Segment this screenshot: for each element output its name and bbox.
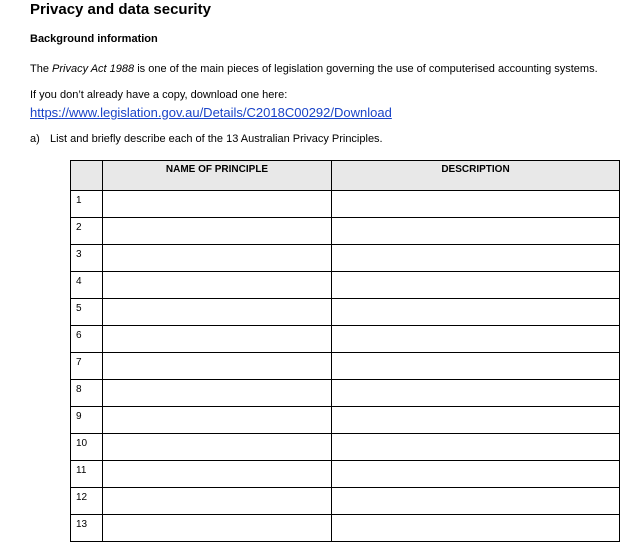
principle-description-cell[interactable]	[332, 326, 620, 353]
principle-name-cell[interactable]	[103, 218, 332, 245]
table-row	[71, 461, 620, 488]
principles-table	[70, 160, 620, 542]
table-row	[71, 515, 620, 542]
row-number: 2	[71, 218, 103, 245]
download-instruction: If you don’t already have a copy, download one here:	[30, 89, 288, 101]
table-row	[71, 299, 620, 326]
row-number: 4	[71, 272, 103, 299]
table-row	[71, 488, 620, 515]
header-description: DESCRIPTION	[332, 161, 620, 191]
principle-name-cell[interactable]	[103, 299, 332, 326]
section-subtitle: Background information	[30, 33, 158, 45]
question-text: List and briefly describe each of the 13 Australian Privacy Principles.	[50, 133, 383, 145]
principle-description-cell[interactable]	[332, 218, 620, 245]
table-row	[71, 218, 620, 245]
header-name: NAME OF PRINCIPLE	[103, 161, 332, 191]
table-row	[71, 407, 620, 434]
principle-description-cell[interactable]	[332, 515, 620, 542]
principle-description-cell[interactable]	[332, 380, 620, 407]
intro-after: is one of the main pieces of legislation governing the use of computerised accounting systems.	[134, 63, 598, 75]
principle-name-cell[interactable]	[103, 380, 332, 407]
principle-name-cell[interactable]	[103, 461, 332, 488]
table-row	[71, 191, 620, 218]
principle-name-cell[interactable]	[103, 326, 332, 353]
row-number: 9	[71, 407, 103, 434]
row-number: 10	[71, 434, 103, 461]
legislation-link[interactable]: https://www.legislation.gov.au/Details/C2018C00292/Download	[30, 105, 392, 120]
question-a	[30, 133, 383, 145]
principle-description-cell[interactable]	[332, 299, 620, 326]
principle-description-cell[interactable]	[332, 434, 620, 461]
principle-name-cell[interactable]	[103, 434, 332, 461]
table-row	[71, 326, 620, 353]
table-row	[71, 380, 620, 407]
principle-description-cell[interactable]	[332, 353, 620, 380]
row-number: 11	[71, 461, 103, 488]
principle-name-cell[interactable]	[103, 272, 332, 299]
principle-description-cell[interactable]	[332, 461, 620, 488]
question-label: a)	[30, 133, 40, 145]
row-number: 12	[71, 488, 103, 515]
principle-description-cell[interactable]	[332, 272, 620, 299]
row-number: 13	[71, 515, 103, 542]
intro-paragraph	[30, 63, 598, 75]
principle-description-cell[interactable]	[332, 407, 620, 434]
principle-description-cell[interactable]	[332, 191, 620, 218]
row-number: 8	[71, 380, 103, 407]
table-row	[71, 434, 620, 461]
row-number: 1	[71, 191, 103, 218]
row-number: 7	[71, 353, 103, 380]
principle-description-cell[interactable]	[332, 245, 620, 272]
principle-name-cell[interactable]	[103, 245, 332, 272]
header-number	[71, 161, 103, 191]
principle-name-cell[interactable]	[103, 353, 332, 380]
principle-name-cell[interactable]	[103, 407, 332, 434]
principle-name-cell[interactable]	[103, 488, 332, 515]
intro-before: The	[30, 63, 53, 75]
principle-name-cell[interactable]	[103, 191, 332, 218]
table-header-row	[71, 161, 620, 191]
table-row	[71, 353, 620, 380]
row-number: 3	[71, 245, 103, 272]
row-number: 6	[71, 326, 103, 353]
principle-description-cell[interactable]	[332, 488, 620, 515]
table-row	[71, 272, 620, 299]
row-number: 5	[71, 299, 103, 326]
table-row	[71, 245, 620, 272]
table-body	[71, 191, 620, 542]
page-title: Privacy and data security	[30, 1, 211, 18]
principle-name-cell[interactable]	[103, 515, 332, 542]
act-name: Privacy Act 1988	[52, 63, 135, 75]
